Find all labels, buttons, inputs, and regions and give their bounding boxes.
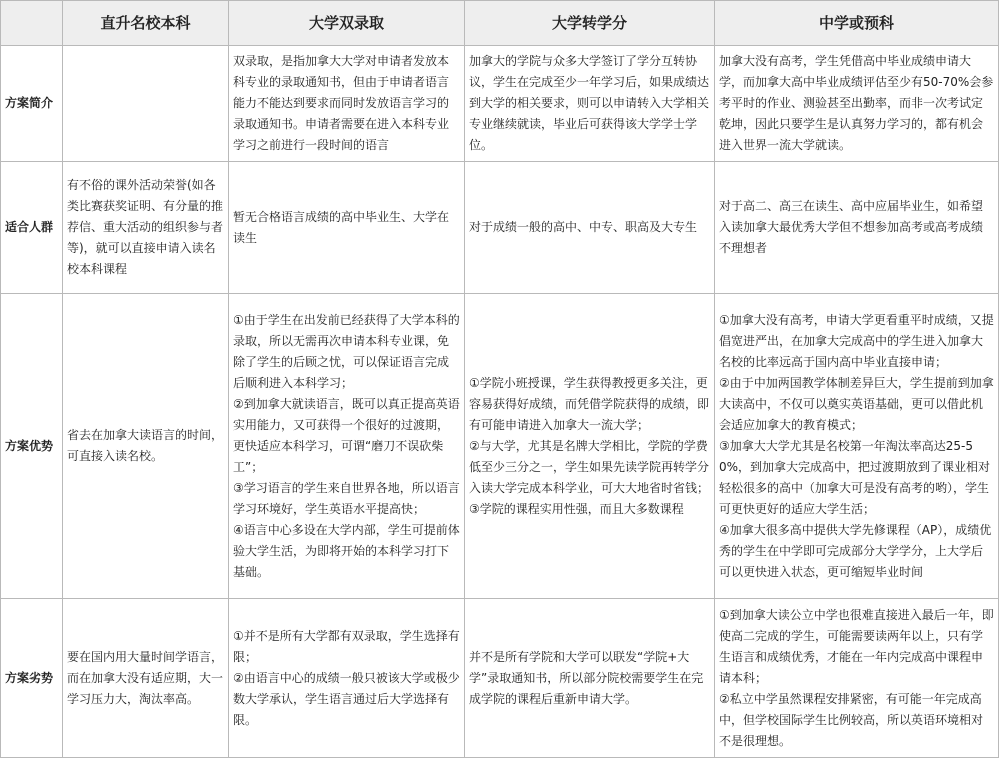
cell-advantages-direct: 省去在加拿大读语言的时间，可直接入读名校。 — [63, 294, 229, 599]
header-corner — [1, 1, 63, 46]
cell-disadvantages-direct: 要在国内用大量时间学语言，而在加拿大没有适应期，大一学习压力大，淘汰率高。 — [63, 599, 229, 758]
cell-advantages-transfer: ①学院小班授课，学生获得教授更多关注，更容易获得好成绩，而凭借学院获得的成绩，即有可能申请进入加拿大一流大学； ②与大学，尤其是名牌大学相比，学院的学费低至少三分之一，学生如果先读学院再转学分入读大学完成本科学业，可大大地省时省钱； ③学院的课程实用性强，而且大多数课程 — [465, 294, 715, 599]
cell-audience-highschool: 对于高二、高三在读生、高中应届毕业生，如希望入读加拿大最优秀大学但不想参加高考或高考成绩不理想者 — [715, 162, 999, 294]
cell-disadvantages-dual: ①并不是所有大学都有双录取，学生选择有限； ②由语言中心的成绩一般只被该大学或极少数大学承认，学生语言通过后大学选择有限。 — [229, 599, 465, 758]
table-row — [1, 599, 999, 758]
header-direct-admission: 直升名校本科 — [63, 1, 229, 46]
header-credit-transfer: 大学转学分 — [465, 1, 715, 46]
cell-overview-dual: 双录取，是指加拿大大学对申请者发放本科专业的录取通知书，但由于申请者语言能力不能达到要求而同时发放语言学习的录取通知书。申请者需要在进入本科专业学习之前进行一段时间的语言 — [229, 46, 465, 162]
table-row — [1, 46, 999, 162]
cell-overview-highschool: 加拿大没有高考，学生凭借高中毕业成绩申请大学，而加拿大高中毕业成绩评估至少有50-70%会参考平时的作业、测验甚至出勤率，而非一次考试定乾坤，因此只要学生是认真努力学习的，都有机会进入世界一流大学就读。 — [715, 46, 999, 162]
table-row — [1, 294, 999, 599]
table-row — [1, 162, 999, 294]
header-row — [1, 1, 999, 46]
cell-disadvantages-transfer: 并不是所有学院和大学可以联发“学院+大学”录取通知书，所以部分院校需要学生在完成学院的课程后重新申请大学。 — [465, 599, 715, 758]
row-label-overview: 方案简介 — [1, 46, 63, 162]
header-high-school: 中学或预科 — [715, 1, 999, 46]
cell-overview-direct — [63, 46, 229, 162]
cell-overview-transfer: 加拿大的学院与众多大学签订了学分互转协议，学生在完成至少一年学习后，如果成绩达到大学的相关要求，则可以申请转入大学相关专业继续就读，毕业后可获得该大学学士学位。 — [465, 46, 715, 162]
cell-advantages-highschool: ①加拿大没有高考，申请大学更看重平时成绩，又提倡宽进严出，在加拿大完成高中的学生进入加拿大名校的比率远高于国内高中毕业直接申请； ②由于中加两国教学体制差异巨大，学生提前到加拿大读高中，不仅可以奠实英语基础，更可以借此机会适应加拿大的教育模式； ③加拿大大学尤其是名校第一年淘汰率高达25-50%，到加拿大完成高中，把过渡期放到了课业相对轻松很多的高中（加拿大可是没有高考的哟），学生可更快更好的适应大学生活； ④加拿大很多高中提供大学先修课程（AP），成绩优秀的学生在中学即可完成部分大学学分，上大学后可以更快进入状态，更可缩短毕业时间 — [715, 294, 999, 599]
cell-disadvantages-highschool: ①到加拿大读公立中学也很难直接进入最后一年，即使高二完成的学生，可能需要读两年以上，只有学生语言和成绩优秀，才能在一年内完成高中课程申请本科； ②私立中学虽然课程安排紧密，有可能一年完成高中，但学校国际学生比例较高，所以英语环境相对不是很理想。 — [715, 599, 999, 758]
row-label-advantages: 方案优势 — [1, 294, 63, 599]
row-label-audience: 适合人群 — [1, 162, 63, 294]
cell-advantages-dual: ①由于学生在出发前已经获得了大学本科的录取，所以无需再次申请本科专业课，免除了学生的后顾之忧，可以保证语言完成后顺利进入本科学习； ②到加拿大就读语言，既可以真正提高英语实用能力，又可获得一个很好的过渡期，更快适应本科学习，可谓“磨刀不误砍柴工”； ③学习语言的学生来自世界各地，所以语言学习环境好，学生英语水平提高快； ④语言中心多设在大学内部，学生可提前体验大学生活，为即将开始的本科学习打下基础。 — [229, 294, 465, 599]
cell-audience-transfer: 对于成绩一般的高中、中专、职高及大专生 — [465, 162, 715, 294]
header-dual-admission: 大学双录取 — [229, 1, 465, 46]
row-label-disadvantages: 方案劣势 — [1, 599, 63, 758]
cell-audience-direct: 有不俗的课外活动荣誉(如各类比赛获奖证明、有分量的推荐信、重大活动的组织参与者等)，就可以直接申请入读名校本科课程 — [63, 162, 229, 294]
cell-audience-dual: 暂无合格语言成绩的高中毕业生、大学在读生 — [229, 162, 465, 294]
